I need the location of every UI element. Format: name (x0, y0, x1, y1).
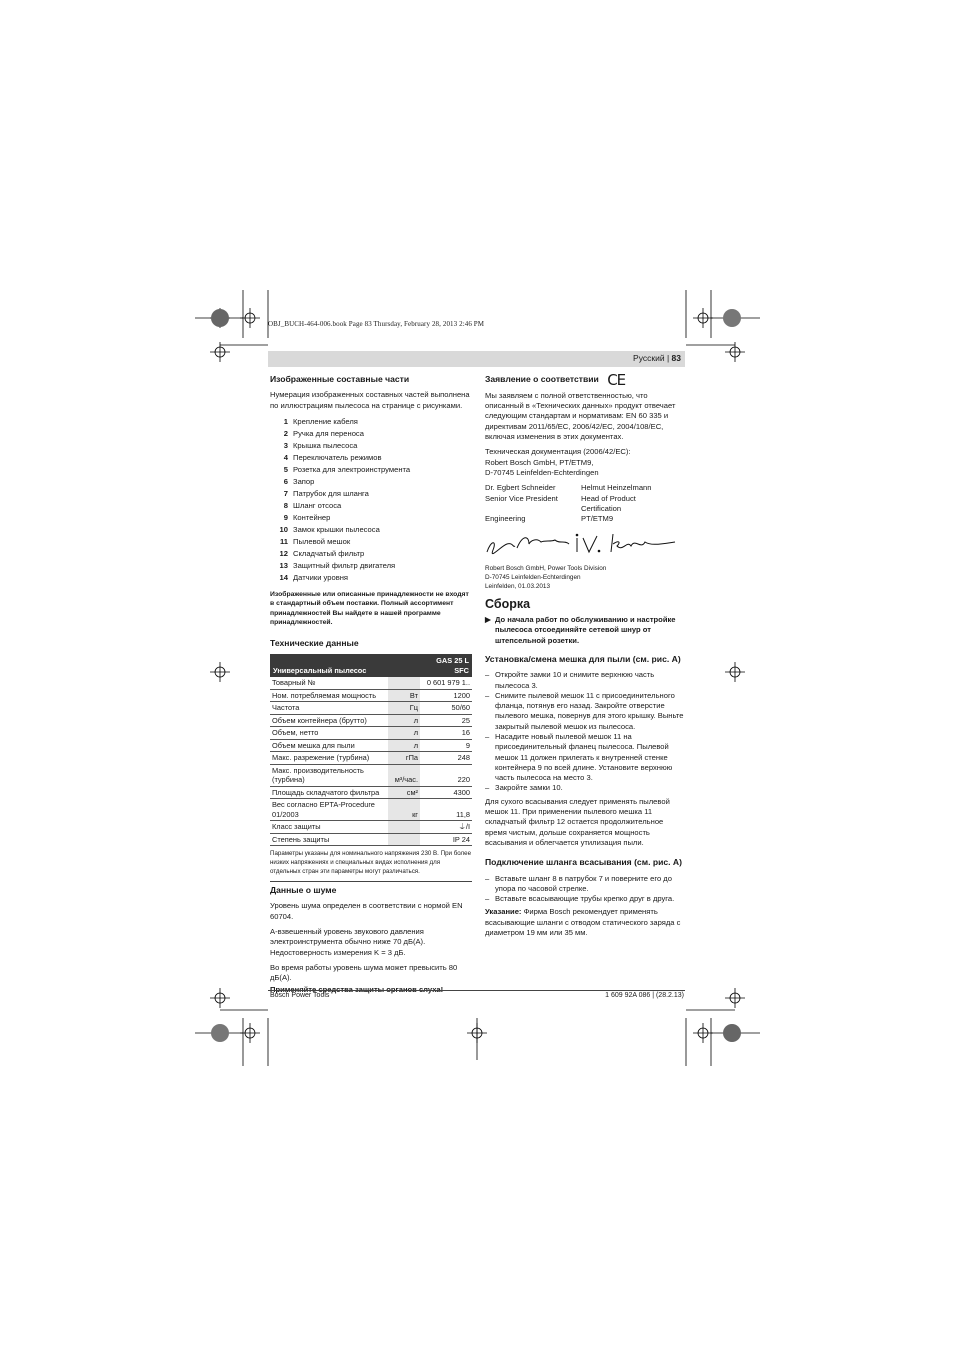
page-number: 83 (671, 353, 681, 363)
row-unit (388, 677, 420, 689)
list-item (270, 464, 472, 476)
signatory-block (485, 483, 685, 524)
signatory-a: Dr. Egbert Schneider (485, 483, 556, 493)
dash-bullet: – (485, 670, 490, 680)
address-line-1: Robert Bosch GmbH, Power Tools Division (485, 564, 607, 572)
list-item (270, 452, 472, 464)
signatory-row (485, 494, 685, 515)
table-row (270, 821, 472, 834)
list-item (270, 560, 472, 572)
row-value: 9 (420, 739, 472, 752)
table-header-model: GAS 25 L SFC (420, 654, 472, 677)
row-label: Макс. производительность (турбина) (270, 764, 388, 786)
step-text: Откройте замки 10 и снимите верхнюю часть пылесоса 3. (495, 670, 655, 690)
arrow-right-icon: ▶ (485, 615, 491, 625)
part-name: Крепление кабеля (293, 416, 358, 426)
list-item (270, 548, 472, 560)
table-row (270, 689, 472, 702)
part-number: 4 (283, 452, 288, 462)
step-text: Насадите новый пылевой мешок 11 на присоединительный фланец пылесоса. Пылевой мешок 11 должен прилегать к внутренней стенке контейнера 9 по всей длине. Установите верхнюю часть пылесоса на место 3. (495, 732, 673, 783)
note (485, 907, 685, 938)
list-item (270, 476, 472, 488)
address-block (485, 564, 685, 591)
assembly-warning (485, 615, 685, 646)
parts-title: Изображенные составные части (270, 374, 410, 384)
ce-mark-icon: CE (607, 370, 626, 389)
row-value: 248 (420, 752, 472, 765)
row-label: Объем контейнера (брутто) (270, 714, 388, 727)
table-header-row (270, 654, 472, 677)
table-row (270, 752, 472, 765)
assembly-warning-text: До начала работ по обслуживанию и настройке пылесоса отсоединяйте сетевой шнур от штепсельной розетки. (495, 615, 676, 645)
row-value: 16 (420, 727, 472, 740)
dash-bullet: – (485, 894, 490, 904)
bag-paragraph: Для сухого всасывания следует применять пылевой мешок 11. При применении пылевого мешка 11 складчатый фильтр 12 остается продолжительное время чистым, дольше сохраняется мощность всасывания и облегчается утилизация пыли. (485, 796, 670, 847)
part-name: Запор (293, 476, 315, 486)
table-row (270, 799, 472, 821)
table-row (270, 702, 472, 715)
part-name: Крышка пылесоса (293, 440, 358, 450)
table-row (270, 714, 472, 727)
part-name: Защитный фильтр двигателя (293, 560, 396, 570)
crop-info: OBJ_BUCH-464-006.book Page 83 Thursday, February 28, 2013 2:46 PM (268, 320, 485, 328)
page-header: Русский | 83 (268, 351, 685, 367)
part-number: 12 (279, 548, 288, 558)
part-number: 11 (279, 536, 288, 546)
address-line-3: Leinfelden, 01.03.2013 (485, 582, 551, 590)
part-number: 5 (283, 464, 288, 474)
part-number: 7 (283, 488, 288, 498)
note-label: Указание: (485, 907, 522, 917)
assembly-title: Сборка (485, 596, 531, 611)
signatory-b: Helmut Heinzelmann (581, 483, 652, 493)
list-item (270, 524, 472, 536)
parts-list (270, 416, 472, 584)
list-item (270, 440, 472, 452)
part-number: 8 (283, 500, 288, 510)
row-value: 1200 (420, 689, 472, 702)
list-item (485, 874, 685, 895)
row-value: 11,8 (420, 799, 472, 821)
table-row (270, 677, 472, 689)
noise-p3: Во время работы уровень шума может превысить 80 дБ(A). (270, 962, 458, 983)
bag-steps (485, 670, 685, 794)
row-value: 50/60 (420, 702, 472, 715)
row-unit: см² (388, 786, 420, 799)
row-unit: л (388, 727, 420, 740)
signatory-b: Head of Product Certification (581, 493, 636, 513)
row-unit: Вт (388, 689, 420, 702)
hose-title: Подключение шланга всасывания (см. рис. А) (485, 857, 682, 868)
list-item (270, 512, 472, 524)
step-text: Вставьте шланг 8 в патрубок 7 и поверните его до упора по часовой стрелке. (495, 873, 672, 893)
row-label: Площадь складчатого фильтра (270, 786, 388, 799)
tech-doc-city: D-70745 Leinfelden-Echterdingen (485, 467, 599, 477)
header-language: Русский (633, 353, 665, 363)
signatory-b: PT/ETM9 (581, 514, 614, 524)
row-unit: Гц (388, 702, 420, 715)
tech-doc-line: Техническая документация (2006/42/EC): (485, 447, 631, 457)
row-unit (388, 821, 420, 834)
row-unit: кг (388, 799, 420, 821)
step-text: Вставьте всасывающие трубы крепко друг в друга. (495, 894, 675, 904)
dash-bullet: – (485, 783, 490, 793)
list-item (485, 783, 685, 793)
footer-rule (268, 990, 685, 991)
row-label: Объем мешка для пыли (270, 739, 388, 752)
address-line-2: D-70745 Leinfelden-Echterdingen (485, 573, 581, 581)
row-value: 4300 (420, 786, 472, 799)
tech-data-table (270, 654, 472, 846)
part-name: Ручка для переноса (293, 428, 364, 438)
signatures-image (485, 530, 685, 558)
signatory-row (485, 483, 685, 493)
part-name: Пылевой мешок (293, 536, 351, 546)
part-name: Патрубок для шланга (293, 488, 369, 498)
list-item (270, 572, 472, 584)
table-row (270, 739, 472, 752)
tech-doc-company: Robert Bosch GmbH, PT/ETM9, (485, 457, 594, 467)
step-text: Закройте замки 10. (495, 783, 563, 793)
row-label: Макс. разрежение (турбина) (270, 752, 388, 765)
list-item (270, 500, 472, 512)
row-label: Частота (270, 702, 388, 715)
step-text: Снимите пылевой мешок 11 с присоединительного фланца, потянув его назад. Закройте отверстие пылевого мешка, повернув для этого крышку. Выньте закрытый пылевой мешок из пылесоса. (495, 690, 684, 731)
conformity-title-text: Заявление о соответствии (485, 374, 599, 384)
conformity-title (485, 370, 685, 389)
list-item (485, 732, 685, 783)
hose-steps (485, 874, 685, 905)
part-number: 6 (283, 476, 288, 486)
row-value: 0 601 979 1.. (420, 677, 472, 689)
row-value: IP 24 (420, 833, 472, 846)
right-column (485, 370, 685, 943)
divider (270, 881, 472, 882)
conformity-p1: Мы заявляем с полной ответственностью, что описанный в «Технических данных» продукт отвечает следующим стандартам и нормативам: EN 60 335 и директивам 2011/65/EC, 2006/42/EC, 2004/108/EC, включая изменения в этих документах. (485, 390, 676, 442)
row-value: ⏚/I (420, 821, 472, 834)
footer-right: 1 609 92A 086 | (28.2.13) (605, 992, 684, 999)
part-number: 9 (283, 512, 288, 522)
row-unit (388, 833, 420, 846)
table-header-label: Универсальный пылесос (270, 654, 420, 677)
accessories-note: Изображенные или описанные принадлежности не входят в стандартный объем поставки. Полный ассортимент принадлежностей Вы найдете в нашей программе принадлежностей. (270, 590, 469, 627)
part-name: Контейнер (293, 512, 331, 522)
part-name: Складчатый фильтр (293, 548, 365, 558)
part-number: 3 (283, 440, 288, 450)
noise-p2: А-взвешенный уровень звукового давления электроинструмента обычно ниже 70 дБ(A). Недостоверность измерения K = 3 дБ. (270, 927, 426, 957)
part-name: Замок крышки пылесоса (293, 524, 380, 534)
row-label: Товарный № (270, 677, 388, 689)
row-label: Класс защиты (270, 821, 388, 834)
list-item (270, 536, 472, 548)
part-number: 2 (283, 428, 288, 438)
list-item (270, 488, 472, 500)
dash-bullet: – (485, 732, 490, 741)
list-item (270, 428, 472, 440)
footer-left: Bosch Power Tools (270, 992, 330, 999)
part-number: 1 (283, 416, 288, 426)
tech-title: Технические данные (270, 637, 359, 648)
row-value: 220 (420, 764, 472, 786)
note-text: Фирма Bosch рекомендует применять всасывающие шланги с отводом статического заряда с диаметром 19 мм или 35 мм. (485, 907, 681, 938)
left-column (270, 374, 472, 1000)
noise-p1: Уровень шума определен в соответствии с нормой EN 60704. (270, 901, 463, 921)
row-value: 25 (420, 714, 472, 727)
table-row (270, 764, 472, 786)
row-unit: л (388, 714, 420, 727)
list-item (485, 691, 685, 732)
noise-title: Данные о шуме (270, 885, 337, 896)
signatory-row (485, 514, 685, 524)
part-name: Датчики уровня (293, 572, 349, 582)
parts-intro: Нумерация изображенных составных частей выполнена по иллюстрациям пылесоса на странице с рисунками. (270, 390, 470, 410)
part-number: 14 (279, 572, 288, 582)
row-label: Степень защиты (270, 833, 388, 846)
list-item (485, 894, 685, 904)
part-name: Шланг отсоса (293, 500, 342, 510)
signatory-a: Engineering (485, 514, 526, 524)
part-number: 13 (279, 560, 288, 570)
row-unit: м³/час. (388, 764, 420, 786)
table-row (270, 833, 472, 846)
list-item (270, 416, 472, 428)
row-label: Ном. потребляемая мощность (270, 689, 388, 702)
table-footnote: Параметры указаны для номинального напряжения 230 В. При более низких напряжениях и специальных видах исполнения для отдельных стран эти параметры могут различаться. (270, 850, 472, 876)
row-unit: л (388, 739, 420, 752)
conformity-p2 (485, 447, 685, 478)
row-label: Вес согласно EPTA-Procedure 01/2003 (270, 799, 388, 821)
bag-title: Установка/смена мешка для пыли (см. рис. А) (485, 653, 681, 664)
part-number: 10 (279, 524, 288, 534)
row-label: Объем, нетто (270, 727, 388, 740)
table-row (270, 727, 472, 740)
list-item (485, 670, 685, 691)
signatory-a: Senior Vice President (485, 493, 558, 503)
table-row (270, 786, 472, 799)
dash-bullet: – (485, 690, 490, 700)
row-unit: гПа (388, 752, 420, 765)
part-name: Розетка для электроинструмента (293, 464, 411, 474)
part-name: Переключатель режимов (293, 452, 382, 462)
dash-bullet: – (485, 873, 490, 883)
